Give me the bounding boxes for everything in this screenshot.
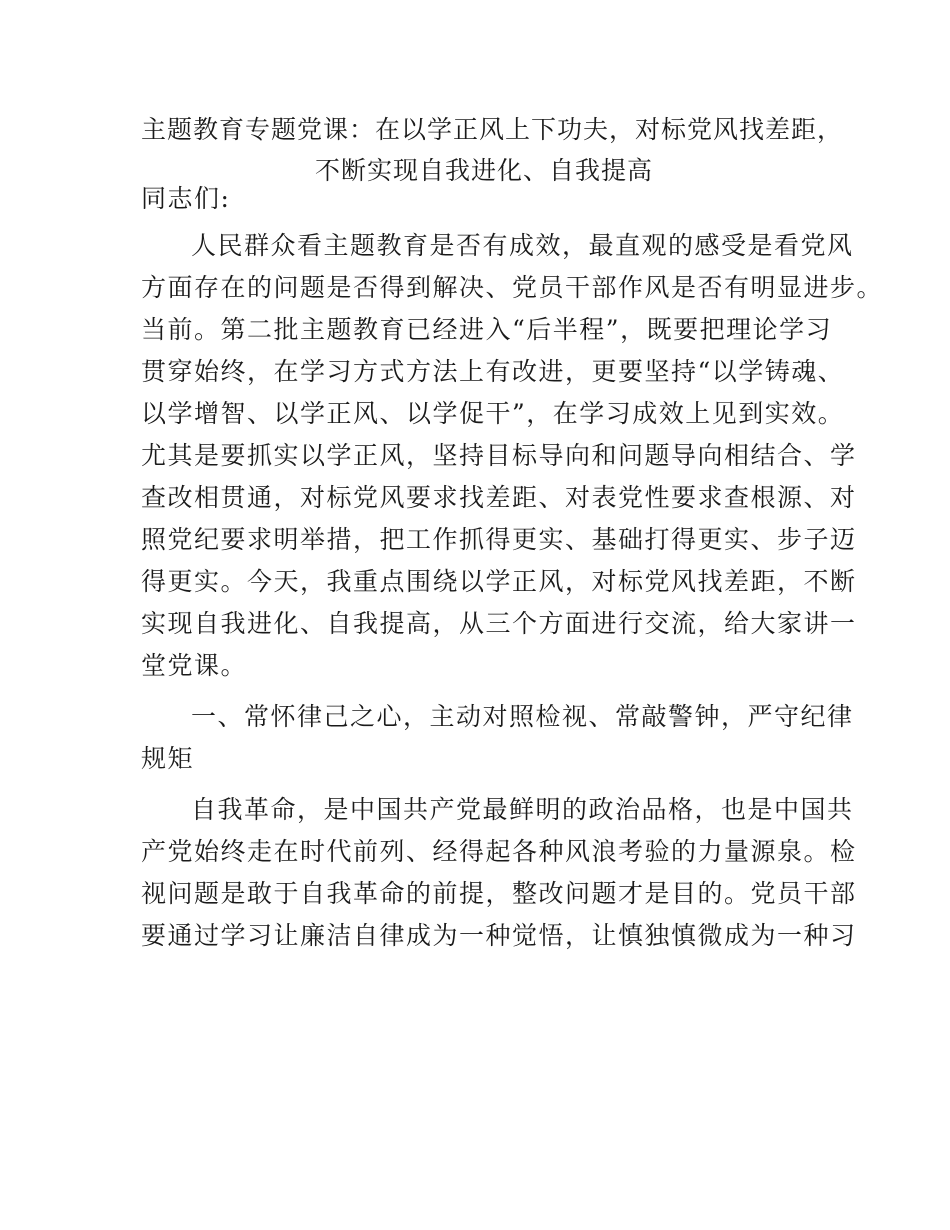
paragraph-2-line: 视问题是敢于自我革命的前提，整改问题才是目的。党员干部	[141, 879, 857, 908]
paragraph-1-line: 尤其是要抓实以学正风，坚持目标导向和问题导向相结合、学	[141, 441, 857, 470]
paragraph-1-line: 查改相贯通，对标党风要求找差距、对表党性要求查根源、对	[141, 483, 857, 512]
paragraph-1-line: 实现自我进化、自我提高，从三个方面进行交流，给大家讲一	[141, 609, 857, 638]
section-1-heading-line: 一、常怀律己之心，主动对照检视、常敲警钟，严守纪律	[191, 702, 854, 731]
paragraph-1-line: 人民群众看主题教育是否有成效，最直观的感受是看党风	[191, 231, 854, 260]
paragraph-1-line: 得更实。今天，我重点围绕以学正风，对标党风找差距，不断	[141, 567, 857, 596]
paragraph-1-line: 以学增智、以学正风、以学促干”，在学习成效上见到实效。	[141, 399, 845, 428]
salutation: 同志们:	[141, 184, 231, 213]
paragraph-1-line: 当前。第二批主题教育已经进入“后半程”，既要把理论学习	[141, 315, 833, 344]
paragraph-1-line: 方面存在的问题是否得到解决、党员干部作风是否有明显进步。	[141, 273, 884, 302]
paragraph-1-line: 贯穿始终，在学习方式方法上有改进，更要坚持“以学铸魂、	[141, 357, 845, 386]
document-title-line-2: 不断实现自我进化、自我提高	[315, 156, 654, 185]
section-1-heading-line: 规矩	[141, 744, 195, 773]
document-title-line-1: 主题教育专题党课：在以学正风上下功夫，对标党风找差距，	[141, 115, 844, 144]
paragraph-2-line: 要通过学习让廉洁自律成为一种觉悟，让慎独慎微成为一种习	[141, 921, 857, 950]
paragraph-2-line: 产党始终走在时代前列、经得起各种风浪考验的力量源泉。检	[141, 837, 857, 866]
paragraph-1-line: 堂党课。	[141, 651, 248, 680]
paragraph-2-line: 自我革命，是中国共产党最鲜明的政治品格，也是中国共	[191, 795, 854, 824]
paragraph-1-line: 照党纪要求明举措，把工作抓得更实、基础打得更实、步子迈	[141, 525, 857, 554]
